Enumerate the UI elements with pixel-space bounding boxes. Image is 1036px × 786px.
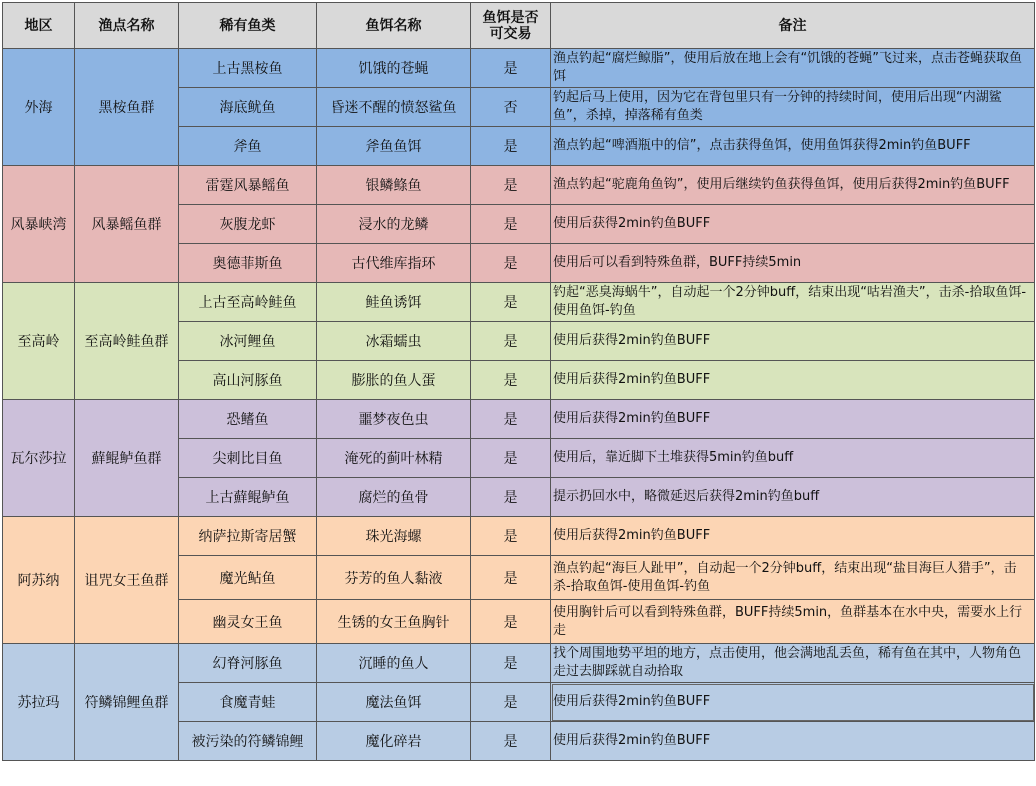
spot-cell[interactable]: 黑桉鱼群 <box>75 49 179 166</box>
tradable-cell[interactable]: 是 <box>471 722 551 761</box>
spot-cell[interactable]: 风暴鳐鱼群 <box>75 166 179 283</box>
fish-cell[interactable]: 恐鳍鱼 <box>179 400 317 439</box>
spot-cell[interactable]: 符鳞锦鲤鱼群 <box>75 644 179 761</box>
tradable-cell[interactable]: 是 <box>471 600 551 644</box>
tradable-cell[interactable]: 是 <box>471 283 551 322</box>
spot-cell[interactable]: 至高岭鲑鱼群 <box>75 283 179 400</box>
bait-cell[interactable]: 魔化碎岩 <box>317 722 471 761</box>
table-row <box>3 644 1035 683</box>
header-bait[interactable]: 鱼饵名称 <box>317 3 471 49</box>
tradable-cell[interactable]: 是 <box>471 683 551 722</box>
bait-cell[interactable]: 沉睡的鱼人 <box>317 644 471 683</box>
bait-cell[interactable]: 斧鱼鱼饵 <box>317 127 471 166</box>
tradable-cell[interactable]: 是 <box>471 361 551 400</box>
header-tradable-line2: 可交易 <box>489 25 532 42</box>
header-spot[interactable]: 渔点名称 <box>75 3 179 49</box>
tradable-cell[interactable]: 是 <box>471 400 551 439</box>
fish-cell[interactable]: 海底鱿鱼 <box>179 88 317 127</box>
note-cell[interactable]: 找个周围地势平坦的地方，点击使用，他会满地乱丢鱼，稀有鱼在其中，人物角色走过去脚踩就自动拾取 <box>551 644 1035 683</box>
tradable-cell[interactable]: 是 <box>471 517 551 556</box>
tradable-cell[interactable]: 是 <box>471 244 551 283</box>
bait-cell[interactable]: 昏迷不醒的愤怒鲨鱼 <box>317 88 471 127</box>
note-cell[interactable]: 使用后获得2min钓鱼BUFF <box>551 400 1035 439</box>
bait-cell[interactable]: 珠光海螺 <box>317 517 471 556</box>
note-cell[interactable]: 使用后获得2min钓鱼BUFF <box>551 205 1035 244</box>
fishing-table <box>2 2 1035 761</box>
bait-cell[interactable]: 芬芳的鱼人黏液 <box>317 556 471 600</box>
table-row <box>3 517 1035 556</box>
fish-cell[interactable]: 食魔青蛙 <box>179 683 317 722</box>
note-cell[interactable]: 钓起后马上使用，因为它在背包里只有一分钟的持续时间，使用后出现“内湖鲨鱼”，杀掉，掉落稀有鱼类 <box>551 88 1035 127</box>
fish-cell[interactable]: 幻脊河豚鱼 <box>179 644 317 683</box>
region-cell[interactable]: 苏拉玛 <box>3 644 75 761</box>
region-cell[interactable]: 外海 <box>3 49 75 166</box>
note-cell[interactable]: 渔点钓起“海巨人趾甲”，自动起一个2分钟buff，结束出现“盐目海巨人猎手”，击杀-拾取鱼饵-使用鱼饵-钓鱼 <box>551 556 1035 600</box>
note-cell[interactable]: 渔点钓起“腐烂鲸脂”，使用后放在地上会有“饥饿的苍蝇”飞过来，点击苍蝇获取鱼饵 <box>551 49 1035 88</box>
table-row <box>3 400 1035 439</box>
header-tradable[interactable] <box>471 3 551 49</box>
note-cell[interactable]: 钓起“恶臭海蜗牛”，自动起一个2分钟buff，结束出现“咕岩渔夫”，击杀-拾取鱼饵-使用鱼饵-钓鱼 <box>551 283 1035 322</box>
tradable-cell[interactable]: 是 <box>471 127 551 166</box>
note-cell[interactable]: 使用后可以看到特殊鱼群，BUFF持续5min <box>551 244 1035 283</box>
fish-cell[interactable]: 尖刺比目鱼 <box>179 439 317 478</box>
fish-cell[interactable]: 幽灵女王鱼 <box>179 600 317 644</box>
tradable-cell[interactable]: 是 <box>471 644 551 683</box>
table-row <box>3 49 1035 88</box>
fish-cell[interactable]: 纳萨拉斯寄居蟹 <box>179 517 317 556</box>
bait-cell[interactable]: 浸水的龙鳞 <box>317 205 471 244</box>
bait-cell[interactable]: 鲑鱼诱饵 <box>317 283 471 322</box>
note-cell[interactable]: 使用后，靠近脚下土堆获得5min钓鱼buff <box>551 439 1035 478</box>
tradable-cell[interactable]: 是 <box>471 556 551 600</box>
fish-cell[interactable]: 被污染的符鳞锦鲤 <box>179 722 317 761</box>
region-cell[interactable]: 阿苏纳 <box>3 517 75 644</box>
tradable-cell[interactable]: 是 <box>471 49 551 88</box>
bait-cell[interactable]: 腐烂的鱼骨 <box>317 478 471 517</box>
bait-cell[interactable]: 饥饿的苍蝇 <box>317 49 471 88</box>
tradable-cell[interactable]: 是 <box>471 439 551 478</box>
note-cell[interactable]: 渔点钓起“驼鹿角鱼钩”，使用后继续钓鱼获得鱼饵，使用后获得2min钓鱼BUFF <box>551 166 1035 205</box>
bait-cell[interactable]: 魔法鱼饵 <box>317 683 471 722</box>
tradable-cell[interactable]: 是 <box>471 166 551 205</box>
note-cell[interactable]: 渔点钓起“啤酒瓶中的信”，点击获得鱼饵，使用鱼饵获得2min钓鱼BUFF <box>551 127 1035 166</box>
fish-cell[interactable]: 冰河鲤鱼 <box>179 322 317 361</box>
region-cell[interactable]: 瓦尔莎拉 <box>3 400 75 517</box>
spot-cell[interactable]: 诅咒女王鱼群 <box>75 517 179 644</box>
note-cell[interactable]: 使用后获得2min钓鱼BUFF <box>551 722 1035 761</box>
tradable-cell[interactable]: 是 <box>471 478 551 517</box>
fish-cell[interactable]: 奥德菲斯鱼 <box>179 244 317 283</box>
tradable-cell[interactable]: 否 <box>471 88 551 127</box>
table-row <box>3 166 1035 205</box>
bait-cell[interactable]: 淹死的蓟叶林精 <box>317 439 471 478</box>
table-row <box>3 283 1035 322</box>
bait-cell[interactable]: 古代维库指环 <box>317 244 471 283</box>
header-region[interactable]: 地区 <box>3 3 75 49</box>
note-cell-selected[interactable]: 使用后获得2min钓鱼BUFF <box>551 683 1035 722</box>
tradable-cell[interactable]: 是 <box>471 322 551 361</box>
fish-cell[interactable]: 上古至高岭鲑鱼 <box>179 283 317 322</box>
note-cell[interactable]: 使用后获得2min钓鱼BUFF <box>551 361 1035 400</box>
header-row <box>3 3 1035 49</box>
fish-cell[interactable]: 上古黑桉鱼 <box>179 49 317 88</box>
note-cell[interactable]: 使用后获得2min钓鱼BUFF <box>551 517 1035 556</box>
bait-cell[interactable]: 噩梦夜色虫 <box>317 400 471 439</box>
note-cell[interactable]: 使用后获得2min钓鱼BUFF <box>551 322 1035 361</box>
header-tradable-line1: 鱼饵是否 <box>482 9 539 26</box>
bait-cell[interactable]: 银鳞鲦鱼 <box>317 166 471 205</box>
fish-cell[interactable]: 斧鱼 <box>179 127 317 166</box>
spot-cell[interactable]: 蘚鲲鲈鱼群 <box>75 400 179 517</box>
header-notes[interactable]: 备注 <box>551 3 1035 49</box>
note-cell[interactable]: 使用胸针后可以看到特殊鱼群，BUFF持续5min，鱼群基本在水中央，需要水上行走 <box>551 600 1035 644</box>
fish-cell[interactable]: 雷霆风暴鳐鱼 <box>179 166 317 205</box>
region-cell[interactable]: 至高岭 <box>3 283 75 400</box>
fish-cell[interactable]: 灰腹龙虾 <box>179 205 317 244</box>
bait-cell[interactable]: 膨胀的鱼人蛋 <box>317 361 471 400</box>
header-rare-fish[interactable]: 稀有鱼类 <box>179 3 317 49</box>
bait-cell[interactable]: 生锈的女王鱼胸针 <box>317 600 471 644</box>
tradable-cell[interactable]: 是 <box>471 205 551 244</box>
fish-cell[interactable]: 高山河豚鱼 <box>179 361 317 400</box>
region-cell[interactable]: 风暴峡湾 <box>3 166 75 283</box>
fish-cell[interactable]: 上古蘚鲲鲈鱼 <box>179 478 317 517</box>
bait-cell[interactable]: 冰霜蠕虫 <box>317 322 471 361</box>
fish-cell[interactable]: 魔光鲇鱼 <box>179 556 317 600</box>
note-cell[interactable]: 提示扔回水中，略微延迟后获得2min钓鱼buff <box>551 478 1035 517</box>
